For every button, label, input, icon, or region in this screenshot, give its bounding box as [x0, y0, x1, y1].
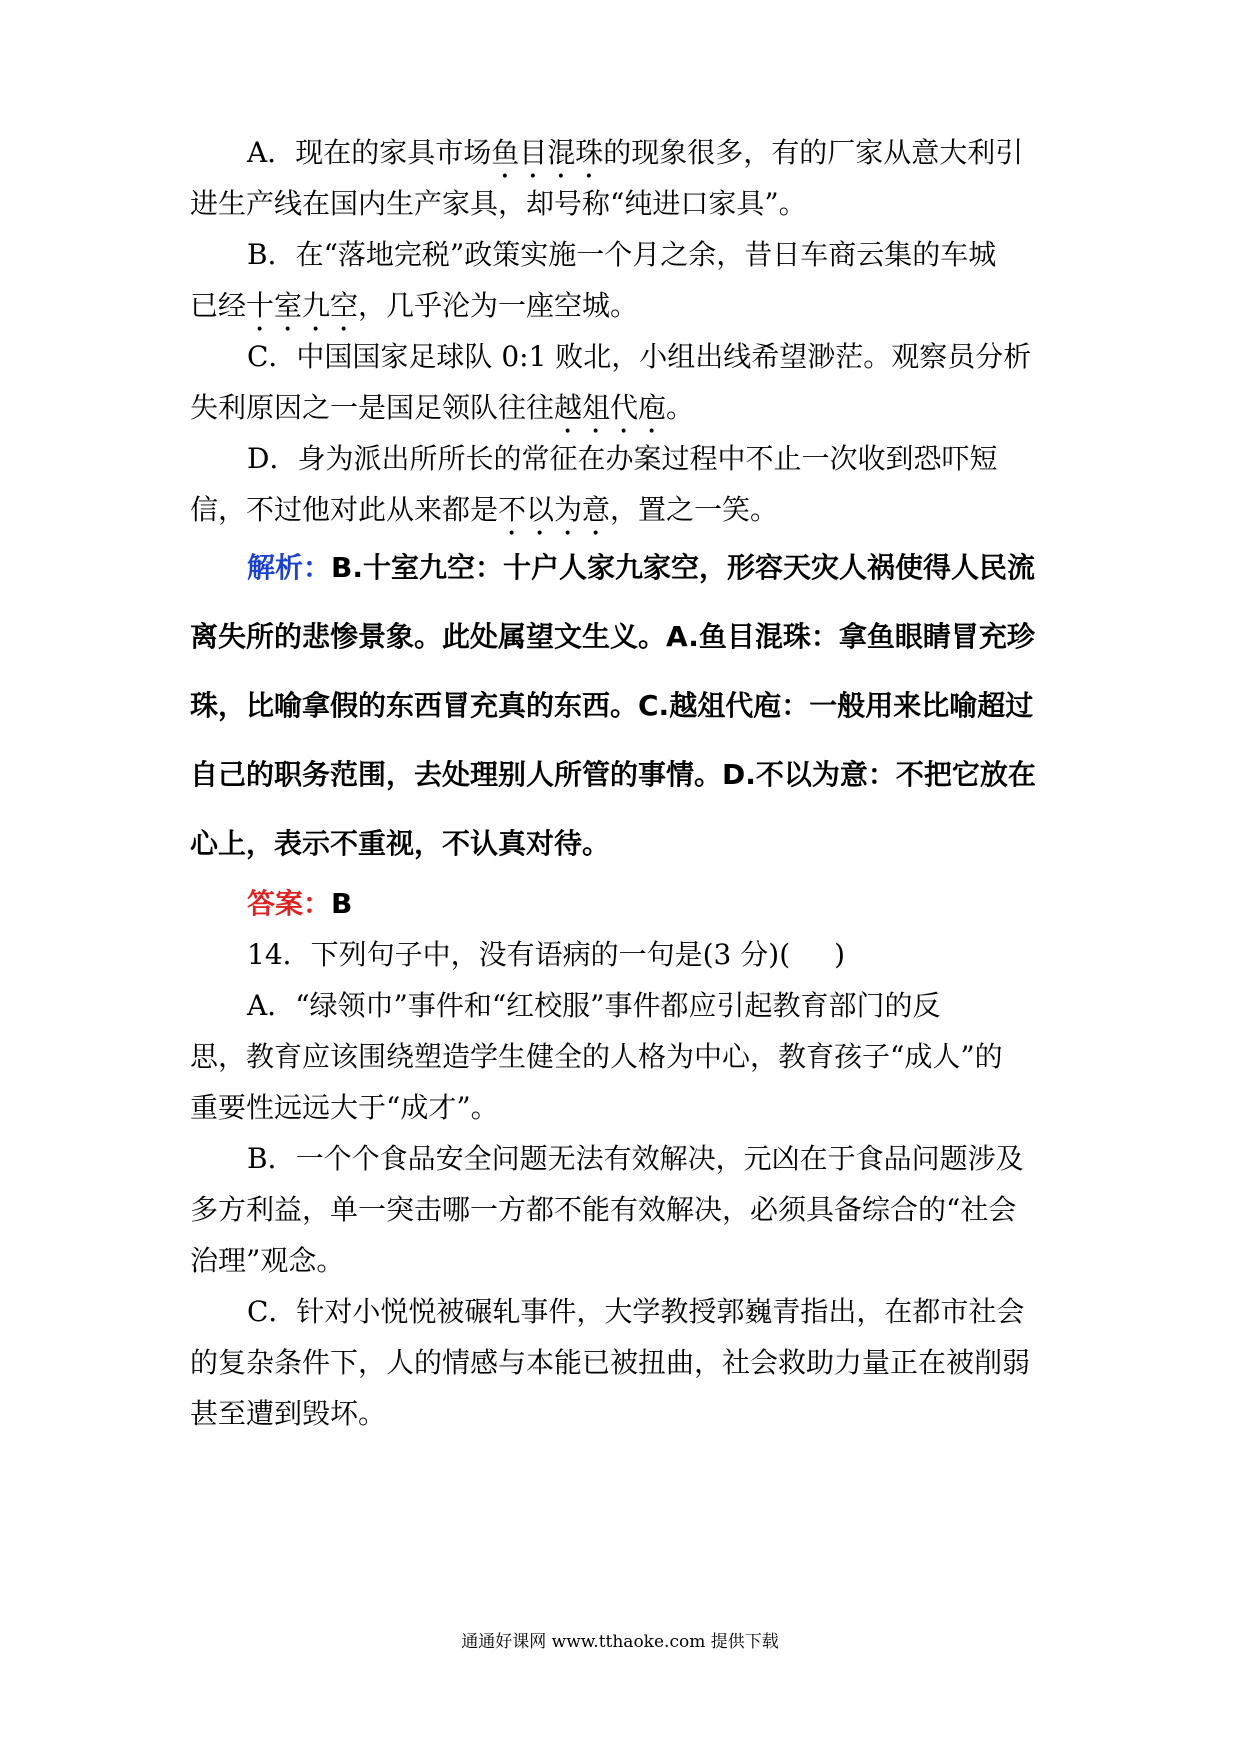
- q14-option-a-line3: 重要性远远大于“成才”。: [190, 1091, 499, 1124]
- page-footer: 通通好课网 www.tthaoke.com 提供下载: [461, 1632, 779, 1652]
- q14-option-b-line1: B．一个个食品安全问题无法有效解决，元凶在于食品问题涉及: [247, 1142, 1024, 1175]
- q14-stem: [247, 935, 1060, 975]
- q13-option-d-line2: [190, 490, 1060, 542]
- q14-option-a-line2: 思，教育应该围绕塑造学生健全的人格为中心，教育孩子“成人”的: [190, 1040, 1003, 1073]
- analysis-line5: 心上，表示不重视，不认真对待。: [190, 827, 611, 860]
- dotted-idiom: 鱼目混珠: [491, 136, 604, 169]
- text: A．现在的家具市场: [247, 136, 492, 169]
- q14-option-c-line3: 甚至遭到毁坏。: [190, 1397, 387, 1430]
- dotted-idiom: 不以为意: [498, 493, 611, 526]
- q13-option-b-line2: [190, 286, 1060, 338]
- q14-option-a-line1: A．“绿领巾”事件和“红校服”事件都应引起教育部门的反: [247, 989, 941, 1022]
- text: ，置之一笑。: [610, 493, 779, 526]
- text: ，几乎沦为一座空城。: [358, 289, 639, 322]
- text: 信，不过他对此从来都是: [190, 493, 499, 526]
- analysis-line3: 珠，比喻拿假的东西冒充真的东西。C.越俎代庖：一般用来比喻超过: [190, 689, 1034, 722]
- text: 14．下列句子中，没有语病的一句是(3 分)(: [247, 938, 791, 971]
- analysis-line2: 离失所的悲惨景象。此处属望文生义。A.鱼目混珠：拿鱼眼睛冒充珍: [190, 620, 1035, 653]
- q14-option-b-line3: 治理”观念。: [190, 1244, 345, 1277]
- q13-option-a-line2: 进生产线在国内生产家具，却号称“纯进口家具”。: [190, 187, 807, 220]
- answer-value: B: [331, 887, 353, 920]
- text: 的现象很多，有的厂家从意大利引: [603, 136, 1024, 169]
- text: 。: [666, 391, 695, 424]
- q13-option-a-line1: [247, 133, 1060, 185]
- answer-line: [247, 884, 1060, 924]
- answer-label: 答案：: [247, 887, 332, 920]
- q13-option-c-line1: C．中国国家足球队 0:1 败北，小组出线希望渺茫。观察员分析: [247, 340, 1032, 373]
- text: 已经: [190, 289, 247, 322]
- analysis-label: 解析：: [247, 551, 332, 584]
- q13-option-d-line1: D．身为派出所所长的常征在办案过程中不止一次收到恐吓短: [247, 442, 998, 475]
- text: B.十室九空：十户人家九家空，形容天灾人祸使得人民流: [331, 551, 1035, 584]
- q14-option-b-line2: 多方利益，单一突击哪一方都不能有效解决，必须具备综合的“社会: [190, 1193, 1017, 1226]
- q13-option-b-line1: B．在“落地完税”政策实施一个月之余，昔日车商云集的车城: [247, 238, 997, 271]
- dotted-idiom: 十室九空: [246, 289, 359, 322]
- q14-option-c-line2: 的复杂条件下，人的情感与本能已被扭曲，社会救助力量正在被削弱: [190, 1346, 1031, 1379]
- q14-option-c-line1: C．针对小悦悦被碾轧事件，大学教授郭巍青指出，在都市社会: [247, 1295, 1025, 1328]
- text: ): [834, 938, 846, 971]
- analysis-line1: [247, 548, 1060, 588]
- q13-option-c-line2: [190, 388, 1060, 440]
- analysis-line4: 自己的职务范围，去处理别人所管的事情。D.不以为意：不把它放在: [190, 758, 1036, 791]
- dotted-idiom: 越俎代庖: [554, 391, 667, 424]
- text: 失利原因之一是国足领队往往: [190, 391, 555, 424]
